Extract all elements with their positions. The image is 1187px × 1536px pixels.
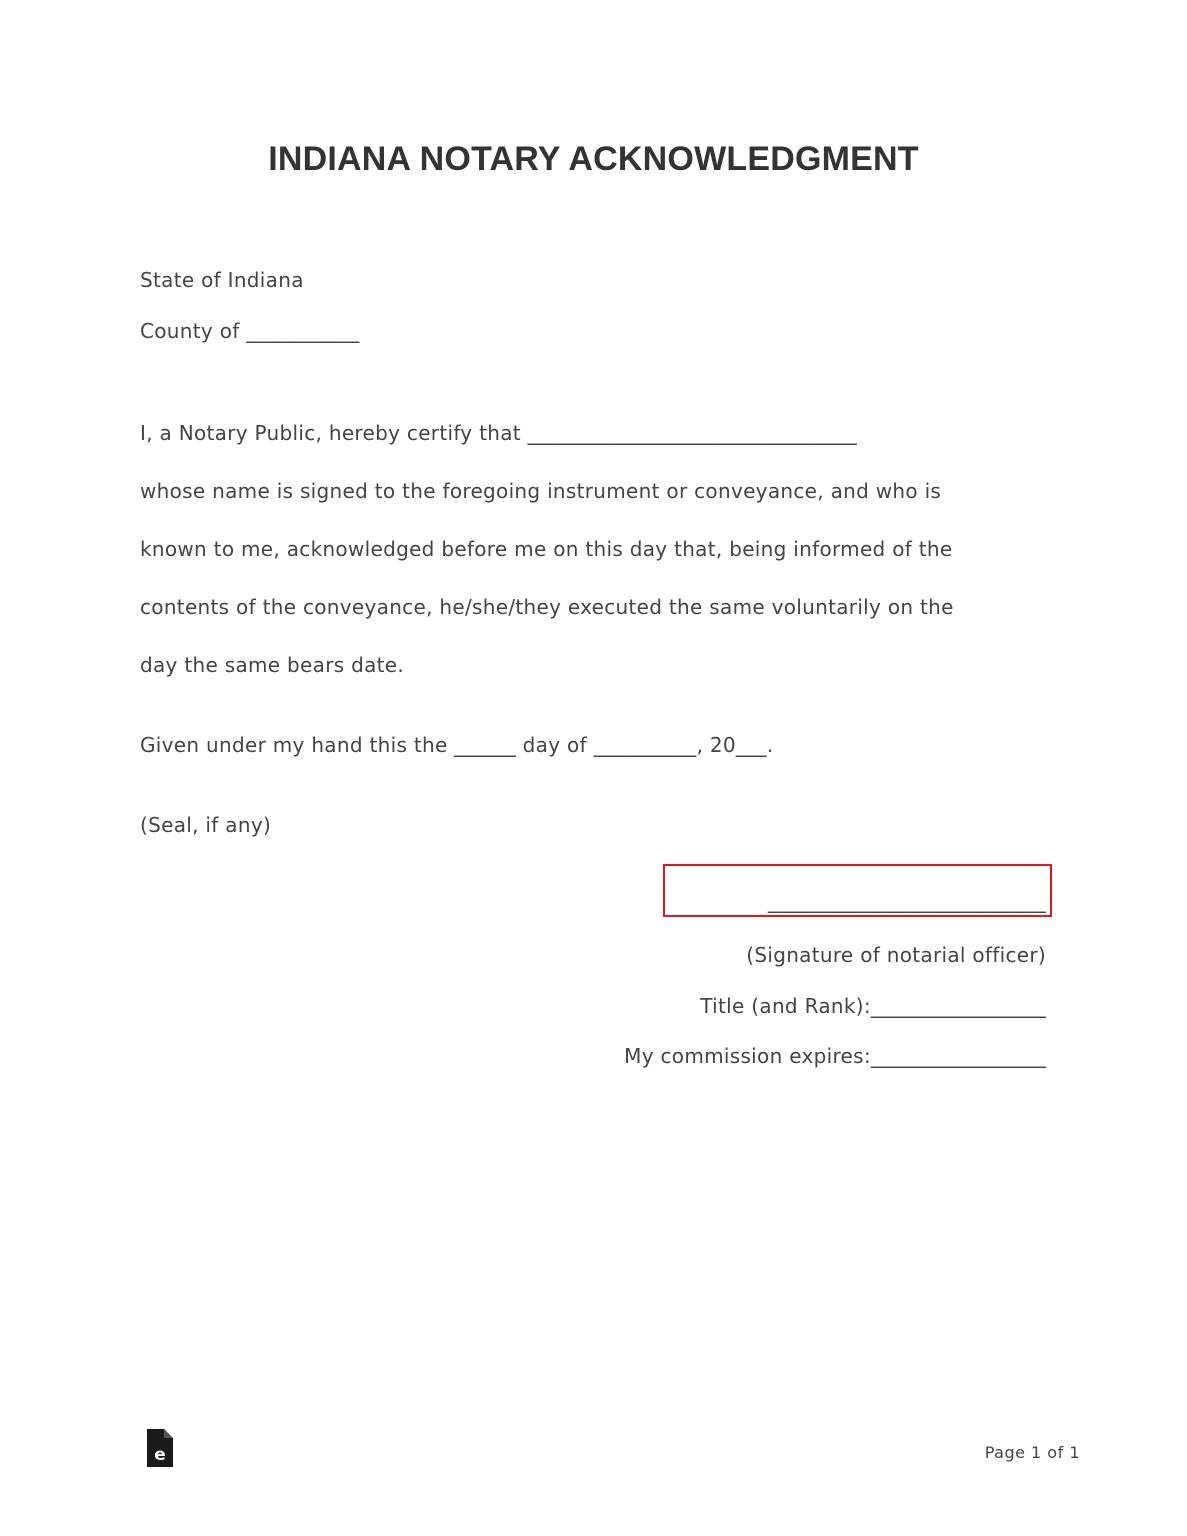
state-line: State of Indiana — [140, 268, 304, 292]
page-number: Page 1 of 1 — [984, 1443, 1080, 1462]
page-title: INDIANA NOTARY ACKNOWLEDGMENT — [268, 140, 919, 178]
certification-line-3: known to me, acknowledged before me on this day that, being informed of the — [140, 537, 953, 561]
commission-expires-line: My commission expires:_________________ — [624, 1044, 1046, 1068]
signature-field[interactable] — [663, 864, 1052, 917]
certification-line-1: I, a Notary Public, hereby certify that ________________________________ — [140, 421, 858, 445]
certification-line-2: whose name is signed to the foregoing instrument or conveyance, and who is — [140, 479, 942, 503]
certification-line-5: day the same bears date. — [140, 653, 405, 677]
signature-caption: (Signature of notarial officer) — [746, 943, 1046, 967]
esign-document-icon — [147, 1429, 173, 1467]
seal-line: (Seal, if any) — [140, 813, 272, 837]
given-under-hand-line: Given under my hand this the ______ day of __________, 20___. — [140, 733, 774, 757]
county-line: County of ___________ — [140, 319, 360, 343]
svg-text:e: e — [154, 1445, 166, 1465]
certification-line-4: contents of the conveyance, he/she/they executed the same voluntarily on the — [140, 595, 954, 619]
title-rank-line: Title (and Rank):_________________ — [700, 994, 1046, 1018]
signature-line: ___________________________ — [767, 889, 1046, 913]
